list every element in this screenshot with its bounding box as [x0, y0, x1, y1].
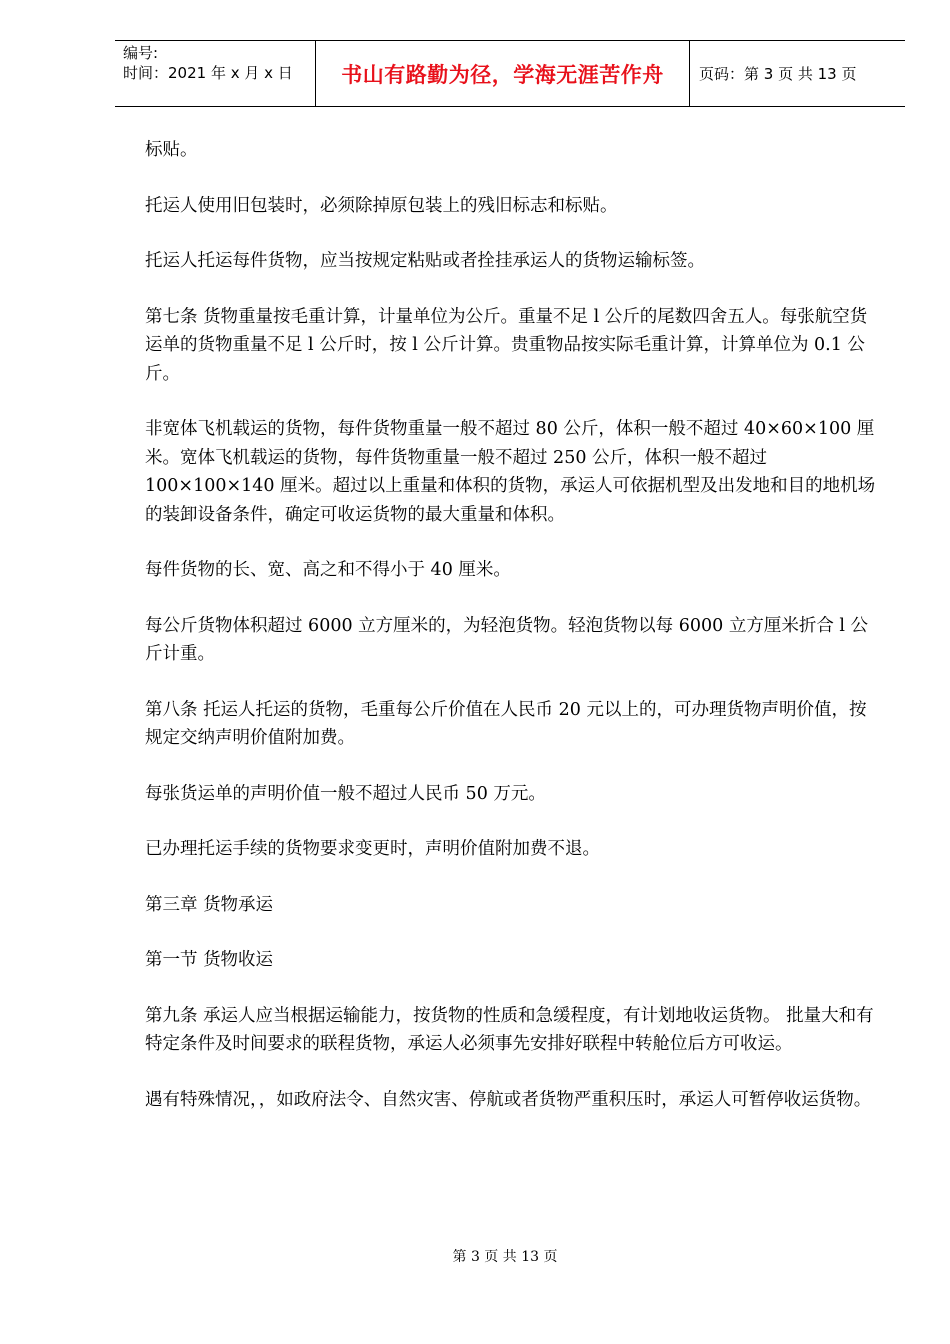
paragraph: 遇有特殊情况，，如政府法令、自然灾害、停航或者货物严重积压时，承运人可暂停收运货物。: [145, 1089, 872, 1110]
paragraph: 每张货运单的声明价值一般不超过人民币 50 万元。: [145, 783, 546, 804]
section-heading: 第一节 货物收运: [145, 950, 274, 970]
header-motto: 书山有路勤为径，学海无涯苦作舟: [341, 62, 664, 87]
paragraph: 托运人托运每件货物，应当按规定粘贴或者拴挂承运人的货物运输标签。: [145, 251, 705, 271]
document-header: [115, 40, 905, 107]
paragraph: 第七条 货物重量按毛重计算，计量单位为公斤。重量不足 l 公斤的尾数四舍五人。每张航空货运单的货物重量不足 l 公斤时，按 l 公斤计算。贵重物品按实际毛重计算，计算单位为 0.1 公斤。: [145, 306, 868, 384]
page-footer: [0, 1246, 950, 1266]
document-body: [145, 136, 880, 1141]
serial-number-label: 编号:: [123, 44, 159, 62]
paragraph: 每件货物的长、宽、高之和不得小于 40 厘米。: [145, 560, 511, 580]
header-page-info-cell: [690, 41, 905, 106]
paragraph: 第九条 承运人应当根据运输能力，按货物的性质和急缓程度，有计划地收运货物。 批量大和有特定条件及时间要求的联程货物，承运人必须事先安排好联程中转舱位后方可收运。: [145, 1005, 874, 1054]
paragraph: 每公斤货物体积超过 6000 立方厘米的，为轻泡货物。轻泡货物以每 6000 立方厘米折合 l 公斤计重。: [145, 615, 869, 664]
header-meta: [115, 41, 316, 106]
paragraph: 已办理托运手续的货物要求变更时，声明价值附加费不退。: [145, 839, 600, 859]
paragraph: 非宽体飞机载运的货物，每件货物重量一般不超过 80 公斤，体积一般不超过 40×60×100 厘米。宽体飞机载运的货物，每件货物重量一般不超过 250 公斤，体积一般不超过 100×100×140 厘米。超过以上重量和体积的货物，承运人可依据机型及出发地和目的地机场的装卸设备条件，确定可收运货物的最大重量和体积。: [145, 419, 876, 525]
paragraph: 第八条 托运人托运的货物，毛重每公斤价值在人民币 20 元以上的，可办理货物声明价值，按规定交纳声明价值附加费。: [145, 699, 867, 748]
paragraph: 托运人使用旧包装时，必须除掉原包装上的残旧标志和标贴。: [145, 195, 618, 216]
header-page-info: 页码：第 3 页 共 13 页: [699, 65, 857, 83]
header-motto-cell: [316, 41, 690, 106]
chapter-heading: 第三章 货物承运: [145, 894, 274, 915]
paragraph: 标贴。: [145, 140, 198, 160]
date-label: 时间：2021 年 x 月 x 日: [123, 64, 293, 82]
footer-page-number: 第 3 页 共 13 页: [452, 1249, 558, 1265]
